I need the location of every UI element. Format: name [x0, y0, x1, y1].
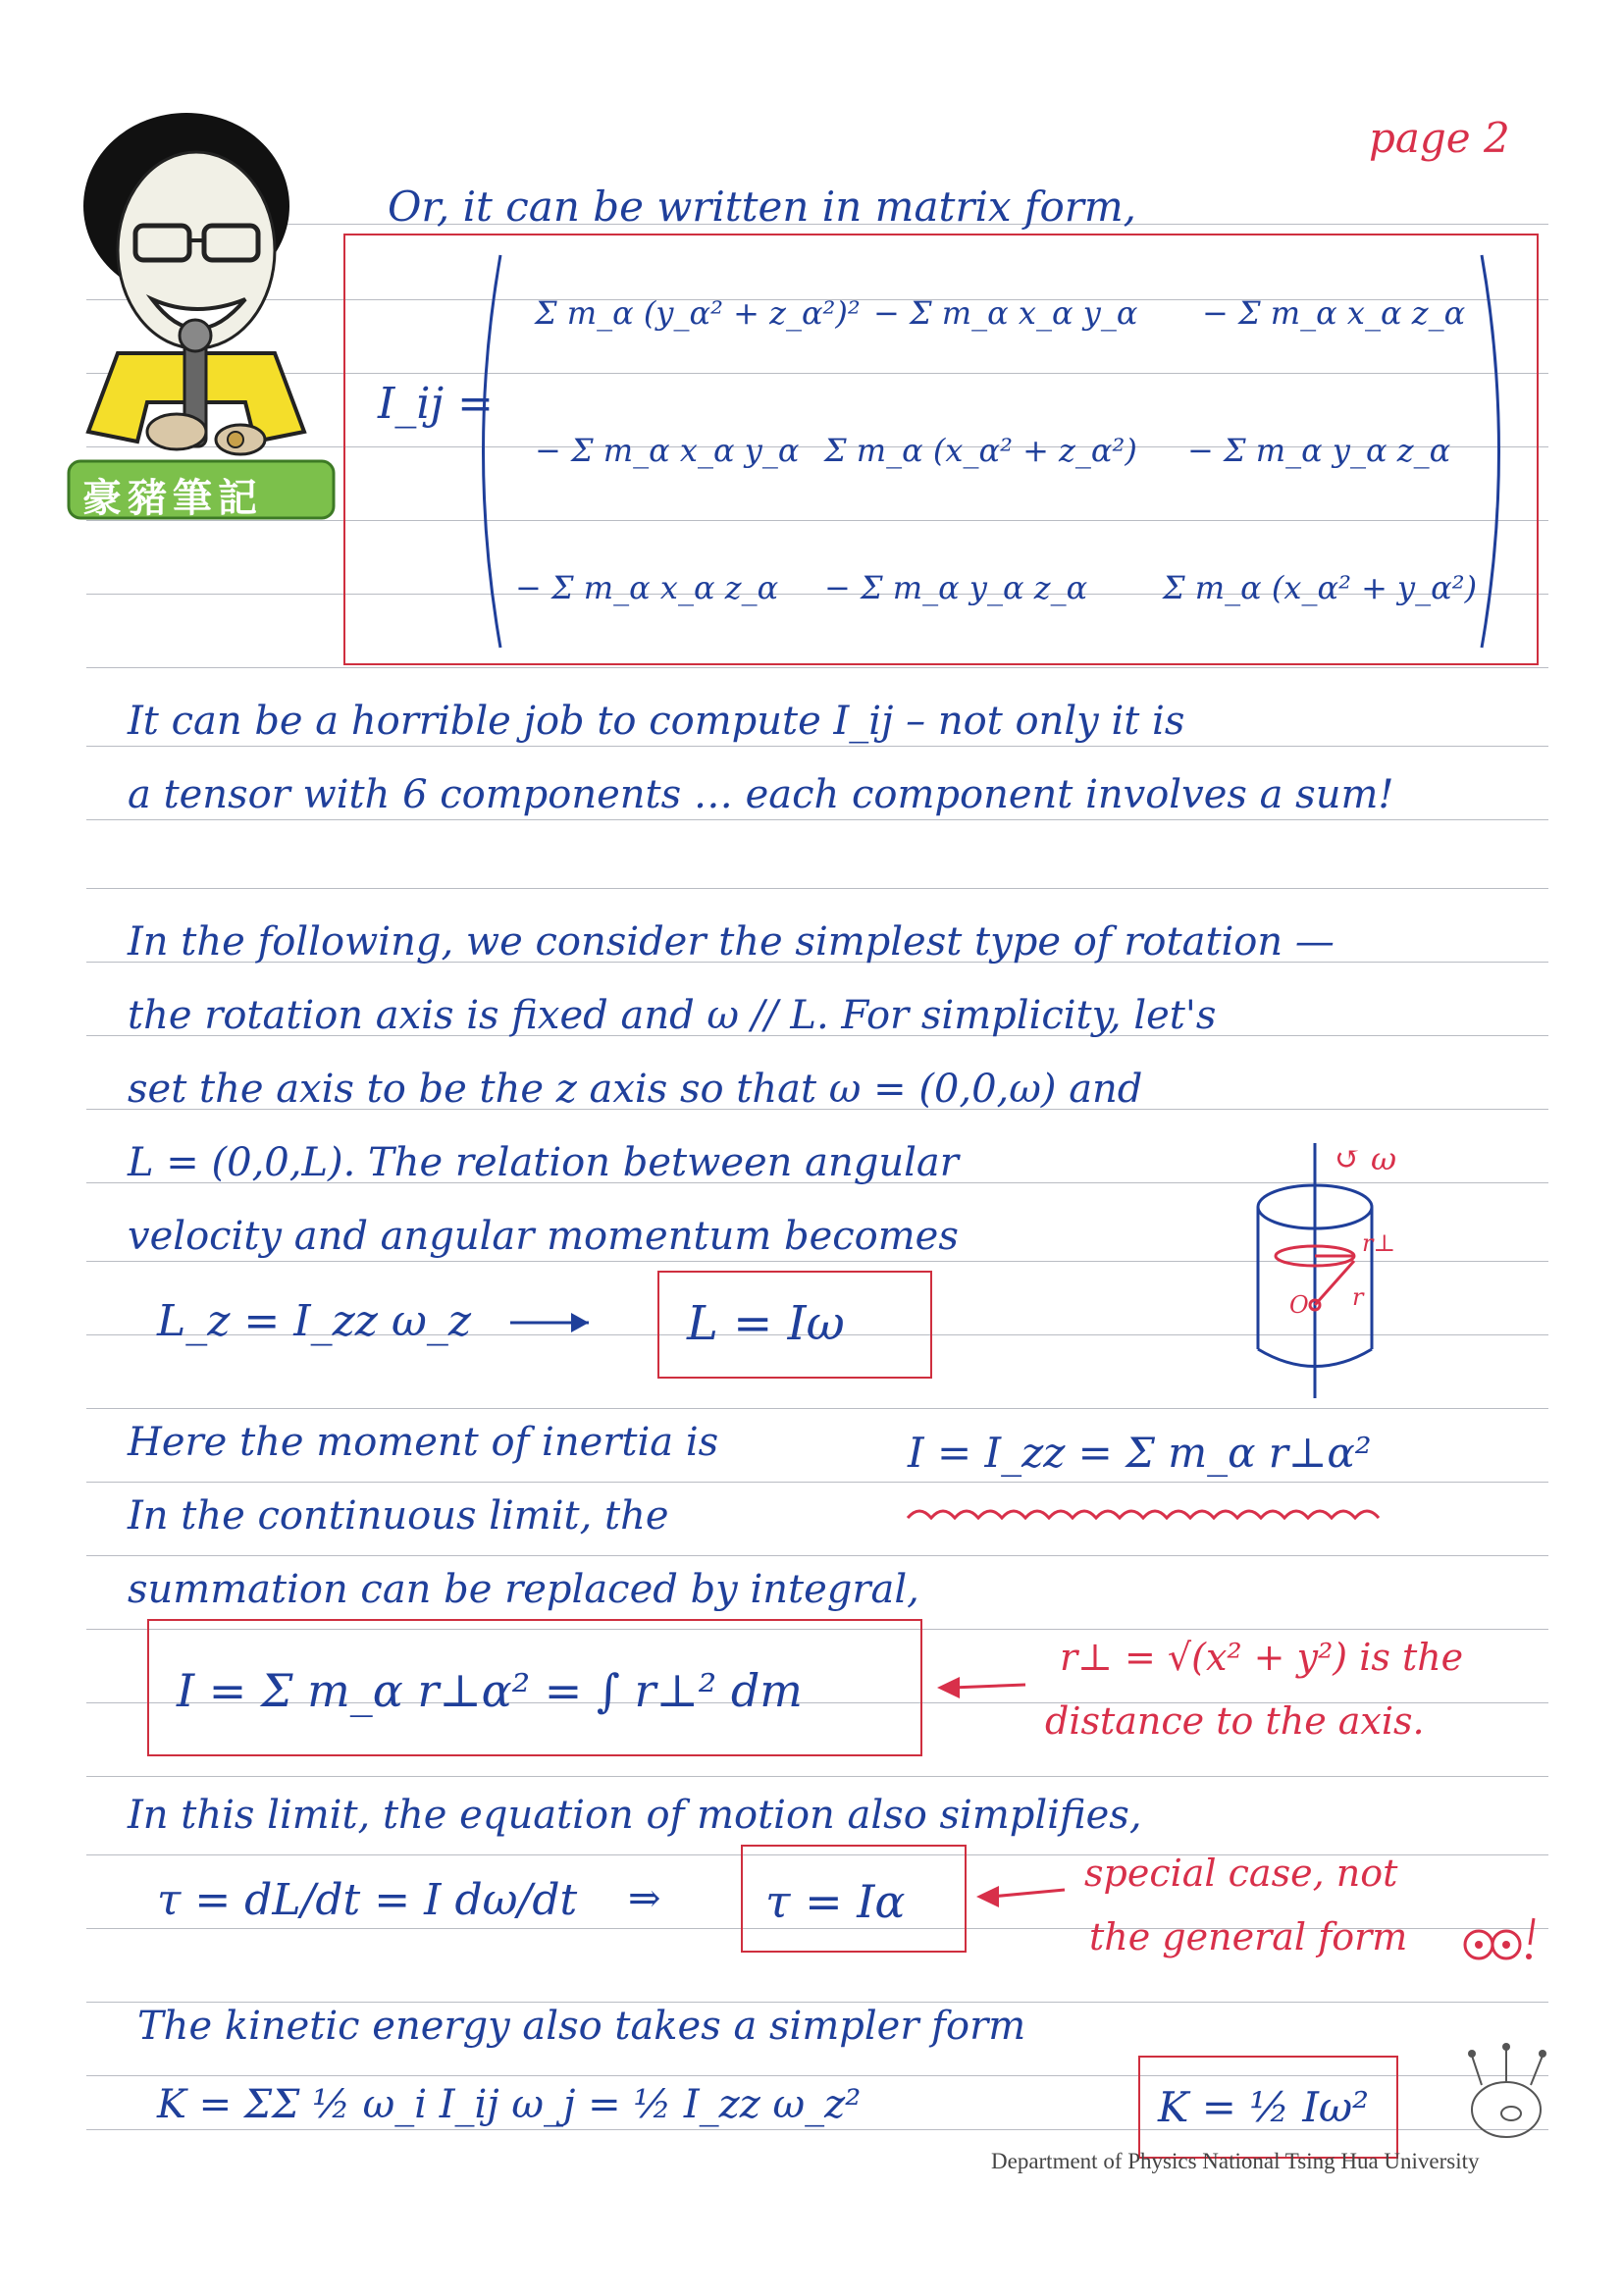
matrix-cell: − Σ m_α y_α z_α — [1187, 432, 1451, 469]
rule — [86, 1776, 1548, 1777]
pointer-arrow-icon — [932, 1673, 1030, 1702]
text-line: L = (0,0,L). The relation between angular — [128, 1140, 959, 1185]
moment-equation: I = I_zz = Σ m_α r⊥α² — [908, 1429, 1372, 1477]
rule — [86, 2002, 1548, 2003]
special-note: the general form — [1089, 1915, 1408, 1958]
rule — [86, 1408, 1548, 1409]
matrix-cell: − Σ m_α x_α y_α — [873, 294, 1138, 332]
text-line: the rotation axis is fixed and ω // L. For simplicity, let's — [128, 993, 1217, 1038]
l-iw-equation: L = Iω — [687, 1296, 845, 1351]
footer-institution: Department of Physics National Tsing Hua University — [991, 2149, 1480, 2173]
matrix-cell: − Σ m_α x_α z_α — [1202, 294, 1466, 332]
matrix-cell: − Σ m_α x_α y_α — [535, 432, 800, 469]
origin-label: O — [1289, 1291, 1309, 1319]
special-note: special case, not — [1084, 1852, 1398, 1895]
rule — [86, 746, 1548, 747]
eyes-doodle-icon — [1457, 1913, 1545, 1972]
kinetic-equation: K = ΣΣ ½ ω_i I_ij ω_j = ½ I_zz ω_z² — [157, 2082, 862, 2127]
integral-equation: I = Σ m_α r⊥α² = ∫ r⊥² dm — [177, 1664, 803, 1717]
omega-label: ↺ ω — [1335, 1140, 1397, 1177]
r-perp-label: r⊥ — [1362, 1229, 1396, 1257]
matrix-cell: − Σ m_α y_α z_α — [824, 569, 1088, 606]
text-line: Here the moment of inertia is — [128, 1420, 719, 1465]
text-line: In the following, we consider the simplest type of rotation — — [128, 919, 1335, 965]
matrix-cell: Σ m_α (x_α² + y_α²) — [1163, 569, 1478, 606]
matrix-intro: Or, it can be written in matrix form, — [388, 183, 1136, 231]
kinetic-box-equation: K = ½ Iω² — [1158, 2083, 1370, 2131]
text-line: set the axis to be the z axis so that ω = (0,0,ω) and — [128, 1067, 1143, 1112]
implies-icon: ⇒ — [628, 1876, 661, 1921]
text-line: velocity and angular momentum becomes — [128, 1214, 959, 1259]
cartoon-portrait-icon — [59, 108, 353, 520]
rule — [86, 888, 1548, 889]
logo-text: 豪豬筆記 — [82, 476, 263, 521]
matrix-lhs: I_ij = — [378, 379, 494, 429]
distance-note: r⊥ = √(x² + y²) is the — [1060, 1636, 1464, 1679]
cylinder-icon — [1236, 1138, 1492, 1403]
author-logo — [59, 108, 353, 520]
text-line: It can be a horrible job to compute I_ij – not only it is — [128, 699, 1185, 744]
arrow-icon — [510, 1311, 599, 1334]
matrix-cell: Σ m_α (y_α² + z_α²)² — [535, 294, 861, 332]
r-label: r — [1352, 1283, 1364, 1311]
porcupine-doodle-icon — [1452, 2041, 1560, 2149]
text-line: a tensor with 6 components … each component involves a sum! — [128, 772, 1394, 817]
pointer-arrow-icon — [971, 1882, 1070, 1911]
rule — [86, 1482, 1548, 1483]
text-line: The kinetic energy also takes a simpler form — [137, 2004, 1026, 2049]
rule — [86, 1555, 1548, 1556]
matrix-cell: − Σ m_α x_α z_α — [515, 569, 779, 606]
rotation-diagram — [1236, 1138, 1492, 1403]
text-line: In this limit, the equation of motion also simplifies, — [128, 1793, 1142, 1838]
text-line: summation can be replaced by integral, — [128, 1567, 919, 1612]
distance-note: distance to the axis. — [1045, 1699, 1425, 1743]
lz-equation: L_z = I_zz ω_z — [157, 1296, 472, 1346]
matrix-cell: Σ m_α (x_α² + z_α²) — [824, 432, 1137, 469]
rule — [86, 667, 1548, 668]
text-line: In the continuous limit, the — [128, 1493, 669, 1539]
rule — [86, 819, 1548, 820]
tau-box-equation: τ = Iα — [765, 1875, 906, 1928]
page-number: page 2 — [1369, 114, 1510, 162]
wavy-underline — [903, 1503, 1393, 1533]
tau-equation: τ = dL/dt = I dω/dt — [157, 1875, 578, 1925]
